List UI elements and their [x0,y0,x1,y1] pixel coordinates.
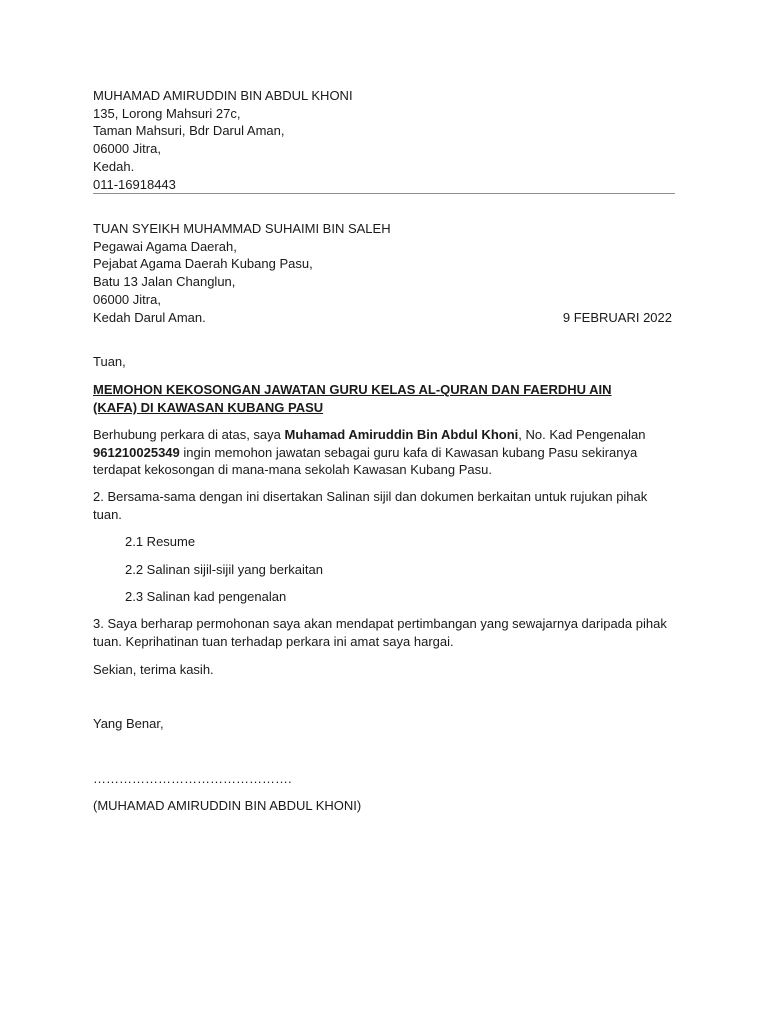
recipient-name: TUAN SYEIKH MUHAMMAD SUHAIMI BIN SALEH [93,221,391,236]
sender-phone: 011-16918443 [93,176,176,192]
sender-address-line: Kedah. [93,158,135,174]
paragraph-1 [93,426,668,479]
paragraph-3: 3. Saya berharap permohonan saya akan mendapat pertimbangan yang sewajarnya daripada pihak tuan. Keprihatinan tuan terhadap perkara ini amat saya hargai. [93,616,667,649]
recipient-address-line: 06000 Jitra, [93,291,161,307]
applicant-name: Muhamad Amiruddin Bin Abdul Khoni [284,427,519,442]
sign-off: Yang Benar, [93,716,164,731]
closing-line: Sekian, terima kasih. [93,662,214,677]
p1-suffix: ingin memohon jawatan sebagai guru kafa di Kawasan kubang Pasu sekiranya terdapat kekosongan di mana-mana sekolah Kawasan Kubang Pasu. [93,444,638,478]
p1-mid: , No. Kad Pengenalan [518,427,646,442]
recipient-address-line: Pejabat Agama Daerah Kubang Pasu, [93,256,313,272]
sender-name: MUHAMAD AMIRUDDIN BIN ABDUL KHONI [93,88,353,103]
ic-number: 961210025349 [93,444,180,460]
attachment-item: 2.1 Resume [125,534,196,549]
recipient-address-line: Pegawai Agama Daerah, [93,238,237,254]
salutation: Tuan, [93,354,126,369]
recipient-address-line: Kedah Darul Aman. [93,309,206,325]
subject-heading: MEMOHON KEKOSONGAN JAWATAN GURU KELAS AL-QURAN DAN FAERDHU AIN (KAFA) DI KAWASAN KUBANG PASU [93,382,612,415]
recipient-address-line: Batu 13 Jalan Changlun, [93,274,236,290]
paragraph-2: 2. Bersama-sama dengan ini disertakan Salinan sijil dan dokumen berkaitan untuk rujukan pihak tuan. [93,489,648,522]
sender-address-line: 135, Lorong Mahsuri 27c, [93,105,241,121]
attachment-item: 2.3 Salinan kad pengenalan [125,589,287,604]
sender-block [93,87,675,193]
sender-address-line: 06000 Jitra, [93,141,161,157]
letter-date: 9 FEBRUARI 2022 [562,310,672,325]
signature-line: ………………………………………. [93,771,292,786]
p1-prefix: Berhubung perkara di atas, saya [93,427,285,442]
attachment-item: 2.2 Salinan sijil-sijil yang berkaitan [125,562,323,577]
signatory-name: (MUHAMAD AMIRUDDIN BIN ABDUL KHONI) [93,798,362,813]
header-divider [93,193,675,194]
sender-address-line: Taman Mahsuri, Bdr Darul Aman, [93,123,285,139]
